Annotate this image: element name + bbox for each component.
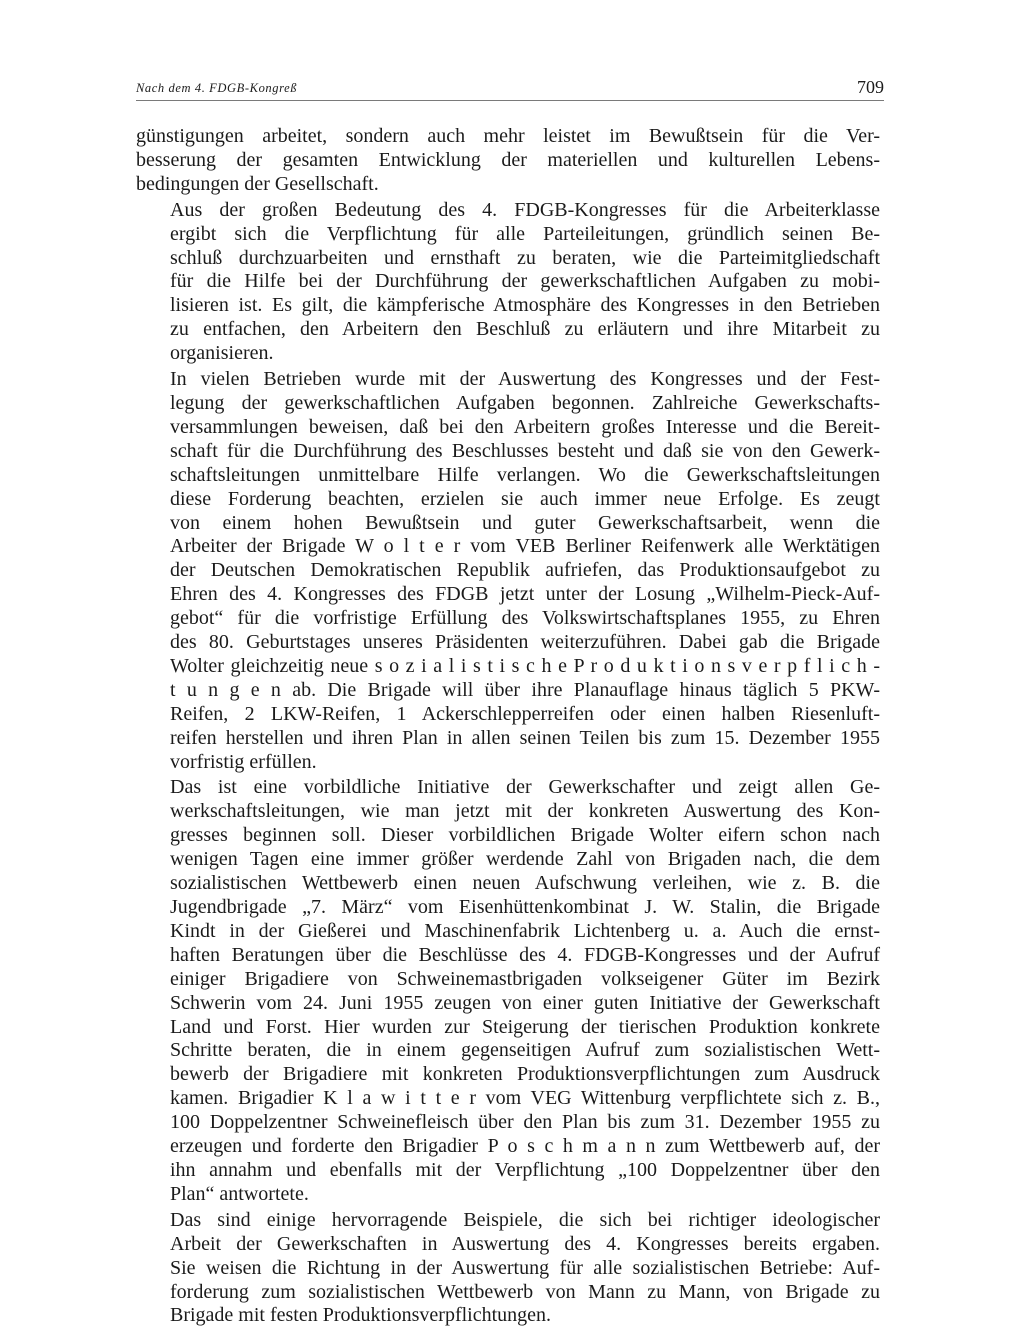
- text-line: forderung zum sozialistischen Wettbewerb von Mann zu Mann, von Brigade zu: [170, 1280, 880, 1303]
- text-line: versammlungen beweisen, daß bei den Arbeitern großes Interesse und die Bereit-: [170, 415, 880, 438]
- text-line: Das ist eine vorbildliche Initiative der Gewerkschafter und zeigt allen Ge-: [170, 776, 880, 799]
- text-line: von einem hohen Bewußtsein und guter Gewerkschaftsarbeit, wenn die: [170, 511, 880, 534]
- text-line: Land und Forst. Hier wurden zur Steigerung der tierischen Produktion konkrete: [170, 1015, 880, 1038]
- text-line: Das sind einige hervorragende Beispiele, die sich bei richtiger ideologischer: [170, 1208, 880, 1231]
- paragraph-5: [136, 1209, 880, 1329]
- text-line: legung der gewerkschaftlichen Aufgaben begonnen. Zahlreiche Gewerkschafts-: [170, 391, 880, 414]
- running-title: Nach dem 4. FDGB-Kongreß: [136, 81, 298, 95]
- text-line: Reifen, 2 LKW-Reifen, 1 Ackerschlepperreifen oder einen halben Riesenluft-: [170, 702, 880, 725]
- text-line: organisieren.: [170, 342, 274, 365]
- paragraph-4: [136, 776, 880, 1206]
- text-line: schaft für die Durchführung des Beschlusses besteht und daß sie von den Gewerk-: [170, 439, 880, 462]
- text-line: Plan“ antwortete.: [170, 1182, 309, 1205]
- text-line: Kindt in der Gießerei und Maschinenfabrik Lichtenberg u. a. Auch die ernst-: [170, 919, 880, 942]
- text-line: schaftsleitungen unmittelbare Hilfe verlangen. Wo die Gewerkschaftsleitungen: [170, 463, 880, 486]
- text-line: erzeugen und forderte den Brigadier P o s c h m a n n zum Wettbewerb auf, der: [170, 1135, 880, 1158]
- paragraph-1: [136, 125, 880, 197]
- page-number: 709: [857, 77, 884, 97]
- text-line: der Deutschen Demokratischen Republik aufriefen, das Produktionsaufgebot zu: [170, 559, 880, 582]
- text-line: werkschaftsleitungen, wie man jetzt mit der konkreten Auswertung des Kon-: [170, 800, 880, 823]
- text-line: wenigen Tagen eine immer größer werdende Zahl von Brigaden nach, die dem: [170, 848, 880, 871]
- text-line: ihn annahm und ebenfalls mit der Verpflichtung „100 Doppelzentner über den: [170, 1158, 880, 1181]
- text-line: Arbeit der Gewerkschaften in Auswertung des 4. Kongresses bereits ergaben.: [170, 1232, 880, 1255]
- text-line: Arbeiter der Brigade W o l t e r vom VEB Berliner Reifenwerk alle Werktätigen: [170, 535, 880, 558]
- text-line: des 80. Geburtstages unseres Präsidenten weiterzuführen. Dabei gab die Brigade: [170, 631, 880, 654]
- text-line: schluß durchzuarbeiten und ernsthaft zu beraten, wie die Parteimitgliedschaft: [170, 246, 880, 269]
- text-line: für die Hilfe bei der Durchführung der gewerkschaftlichen Aufgaben zu mobi-: [170, 270, 880, 293]
- text-line: sozialistischen Wettbewerb einen neuen Aufschwung verleihen, wie z. B. die: [170, 872, 880, 895]
- text-line: Wolter gleichzeitig neue s o z i a l i s t i s c h e P r o d u k t i o n s v e r p f l i c h -: [170, 654, 880, 677]
- article-body: [136, 125, 880, 1330]
- text-line: In vielen Betrieben wurde mit der Auswertung des Kongresses und der Fest-: [170, 368, 880, 391]
- text-line: gebot“ für die vorfristige Erfüllung des Volkswirtschaftsplanes 1955, zu Ehren: [170, 607, 880, 630]
- text-line: gresses beginnen soll. Dieser vorbildlichen Brigade Wolter eifern schon nach: [170, 824, 880, 847]
- text-line: besserung der gesamten Entwicklung der materiellen und kulturellen Lebens-: [136, 148, 880, 171]
- text-line: Ehren des 4. Kongresses des FDGB jetzt unter der Losung „Wilhelm-Pieck-Auf-: [170, 583, 880, 606]
- paragraph-3: [136, 368, 880, 774]
- text-line: haften Beratungen über die Beschlüsse des 4. FDGB-Kongresses und der Aufruf: [170, 943, 880, 966]
- text-line: Schritte beraten, die in einem gegenseitigen Aufruf zum sozialistischen Wett-: [170, 1039, 880, 1062]
- text-line: vorfristig erfüllen.: [170, 750, 317, 773]
- text-line: lisieren ist. Es gilt, die kämpferische Atmosphäre des Kongresses in den Betrieben: [170, 294, 880, 317]
- text-line: Brigade mit festen Produktionsverpflichtungen.: [170, 1304, 552, 1327]
- text-line: günstigungen arbeitet, sondern auch mehr leistet im Bewußtsein für die Ver-: [136, 125, 880, 147]
- running-header: [136, 76, 884, 101]
- text-line: reifen herstellen und ihren Plan in allen seinen Teilen bis zum 15. Dezember 1955: [170, 726, 880, 749]
- text-line: ergibt sich die Verpflichtung für alle Parteileitungen, gründlich seinen Be-: [170, 222, 880, 245]
- text-line: Sie weisen die Richtung in der Auswertung für alle sozialistischen Betriebe: Auf-: [170, 1256, 880, 1279]
- text-line: kamen. Brigadier K l a w i t t e r vom VEG Wittenburg verpflichtete sich z. B.,: [170, 1087, 880, 1110]
- text-line: bedingungen der Gesellschaft.: [136, 172, 379, 195]
- text-line: Aus der großen Bedeutung des 4. FDGB-Kongresses für die Arbeiterklasse: [170, 198, 880, 221]
- text-line: Schwerin vom 24. Juni 1955 zeugen von einer guten Initiative der Gewerkschaft: [170, 991, 880, 1014]
- paragraph-2: [136, 199, 880, 366]
- text-line: bewerb der Brigadiere mit konkreten Produktionsverpflichtungen zum Ausdruck: [170, 1063, 880, 1086]
- text-line: Jugendbrigade „7. März“ vom Eisenhüttenkombinat J. W. Stalin, die Brigade: [170, 896, 880, 918]
- text-line: t u n g e n ab. Die Brigade will über ihre Planauflage hinaus täglich 5 PKW-: [170, 678, 880, 701]
- text-line: zu entfachen, den Arbeitern den Beschluß zu erläutern und ihre Mitarbeit zu: [170, 318, 880, 341]
- text-line: diese Forderung beachten, erzielen sie auch immer neue Erfolge. Es zeugt: [170, 487, 880, 510]
- text-line: einiger Brigadiere von Schweinemastbrigaden volkseigener Güter im Bezirk: [170, 967, 880, 990]
- text-line: 100 Doppelzentner Schweinefleisch über den Plan bis zum 31. Dezember 1955 zu: [170, 1111, 880, 1134]
